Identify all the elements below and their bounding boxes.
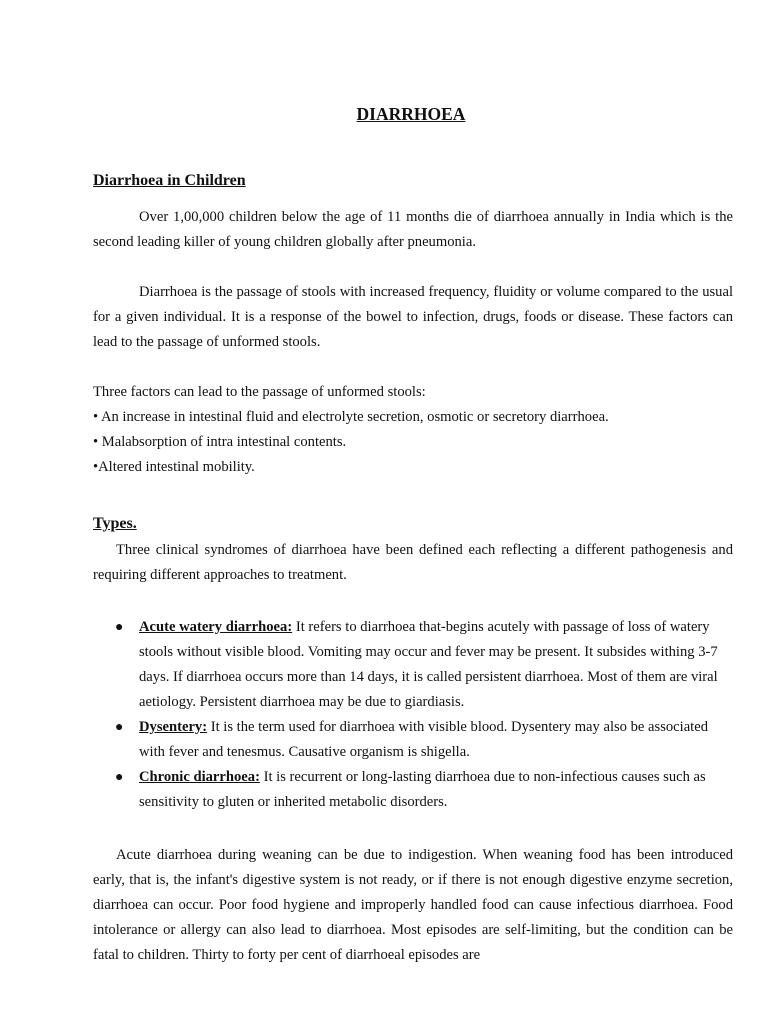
- section-heading-children: Diarrhoea in Children: [93, 172, 246, 189]
- bullet-icon: ●: [115, 620, 124, 635]
- factor-item: •Altered intestinal mobility.: [93, 459, 255, 475]
- type-term: Chronic diarrhoea:: [139, 769, 260, 785]
- section-heading-types: Types.: [93, 515, 137, 532]
- paragraph-types-intro: Three clinical syndromes of diarrhoea have been defined each reflecting a different pathogenesis and requiring different approaches to treatment.: [93, 542, 733, 583]
- type-description: It refers to diarrhoea that-begins acutely with passage of loss of watery stools without visible blood. Vomiting may occur and fever may be present. It subsides withing 3-7 days. If diarrhoea occurs more than 14 days, it is called persistent diarrhoea. Most of them are viral aetiology. Persistent diarrhoea may be due to giardiasis.: [139, 619, 718, 710]
- factor-item: • An increase in intestinal fluid and electrolyte secretion, osmotic or secretory diarrhoea.: [93, 409, 609, 425]
- factors-block: [93, 380, 733, 480]
- list-item: [93, 765, 733, 815]
- list-item: [93, 715, 733, 765]
- bullet-icon: ●: [115, 720, 124, 735]
- document-title: DIARRHOEA: [356, 104, 466, 124]
- type-description: It is the term used for diarrhoea with visible blood. Dysentery may also be associated with fever and tenesmus. Causative organism is shigella.: [139, 719, 709, 760]
- paragraph-definition: Diarrhoea is the passage of stools with increased frequency, fluidity or volume compared to the usual for a given individual. It is a response of the bowel to infection, drugs, foods or disease. These factors can lead to the passage of unformed stools.: [93, 284, 733, 350]
- bullet-icon: ●: [115, 770, 124, 785]
- factors-intro: Three factors can lead to the passage of unformed stools:: [93, 384, 426, 400]
- list-item: [93, 615, 733, 715]
- type-description: It is recurrent or long-lasting diarrhoea due to non-infectious causes such as sensitivity to gluten or inherited metabolic disorders.: [139, 769, 706, 810]
- paragraph-mortality: Over 1,00,000 children below the age of 11 months die of diarrhoea annually in India which is the second leading killer of young children globally after pneumonia.: [93, 209, 733, 250]
- paragraph-weaning: Acute diarrhoea during weaning can be due to indigestion. When weaning food has been introduced early, that is, the infant's digestive system is not ready, or if there is not enough digestive enzyme secretion, diarrhoea can occur. Poor food hygiene and improperly handled food can cause infectious diarrhoea. Food intolerance or allergy can also lead to diarrhoea. Most episodes are self-limiting, but the condition can be fatal to children. Thirty to forty per cent of diarrhoeal episodes are: [93, 847, 733, 963]
- type-term: Acute watery diarrhoea:: [139, 619, 293, 635]
- types-list: [93, 615, 733, 815]
- factor-item: • Malabsorption of intra intestinal contents.: [93, 434, 347, 450]
- type-term: Dysentery:: [139, 719, 208, 735]
